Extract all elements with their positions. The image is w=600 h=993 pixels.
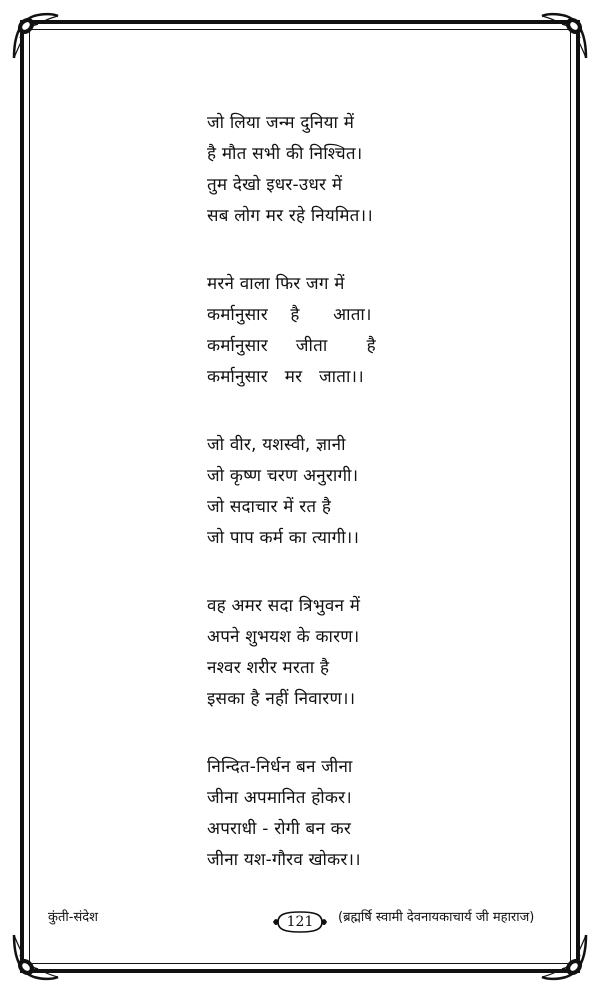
- poem-line: कर्मानुसार जीता है: [207, 336, 376, 356]
- floral-corner-ornament-icon: [536, 8, 592, 64]
- stanza-2: [207, 269, 507, 393]
- book-title: कुंती-संदेश: [48, 910, 98, 925]
- poem-line: जो कृष्ण चरण अनुरागी।: [207, 466, 359, 486]
- poem-line: अपने शुभयश के कारण।: [207, 627, 360, 647]
- poem-line: मरने वाला फिर जग में: [207, 274, 345, 294]
- poem-line: कर्मानुसार है आता।: [207, 305, 372, 325]
- floral-corner-ornament-icon: [8, 8, 64, 64]
- poem-line: जो लिया जन्म दुनिया में: [207, 113, 355, 133]
- poem-line: तुम देखो इधर-उधर में: [207, 175, 343, 195]
- stanza-3: [207, 430, 507, 554]
- poem-line: जो पाप कर्म का त्यागी।।: [207, 528, 360, 548]
- page-number: 121: [286, 914, 314, 930]
- poem-line: नश्वर शरीर मरता है: [207, 658, 330, 678]
- poem-line: जीना यश-गौरव खोकर।।: [207, 850, 361, 870]
- stanza-4: [207, 591, 507, 715]
- poem-line: है मौत सभी की निश्चित।: [207, 144, 363, 164]
- poem-line: निन्दित-निर्धन बन जीना: [207, 757, 353, 777]
- poem-line: वह अमर सदा त्रिभुवन में: [207, 596, 361, 616]
- author-credit: (ब्रह्मर्षि स्वामी देवनायकाचार्य जी महाराज): [338, 910, 535, 925]
- poem-line: जीना अपमानित होकर।: [207, 788, 352, 808]
- poem-line: जो सदाचार में रत है: [207, 497, 332, 517]
- poem-line: इसका है नहीं निवारण।।: [207, 689, 356, 709]
- poem-line: सब लोग मर रहे नियमित।।: [207, 206, 373, 226]
- stanza-1: [207, 108, 507, 232]
- stanza-5: [207, 752, 507, 876]
- page-number-badge: [272, 909, 328, 935]
- floral-corner-ornament-icon: [8, 929, 64, 985]
- poem-line: अपराधी - रोगी बन कर: [207, 819, 352, 839]
- floral-corner-ornament-icon: [536, 929, 592, 985]
- poem-line: कर्मानुसार मर जाता।।: [207, 367, 364, 387]
- poem-line: जो वीर, यशस्वी, ज्ञानी: [207, 435, 346, 455]
- poem: [207, 108, 507, 913]
